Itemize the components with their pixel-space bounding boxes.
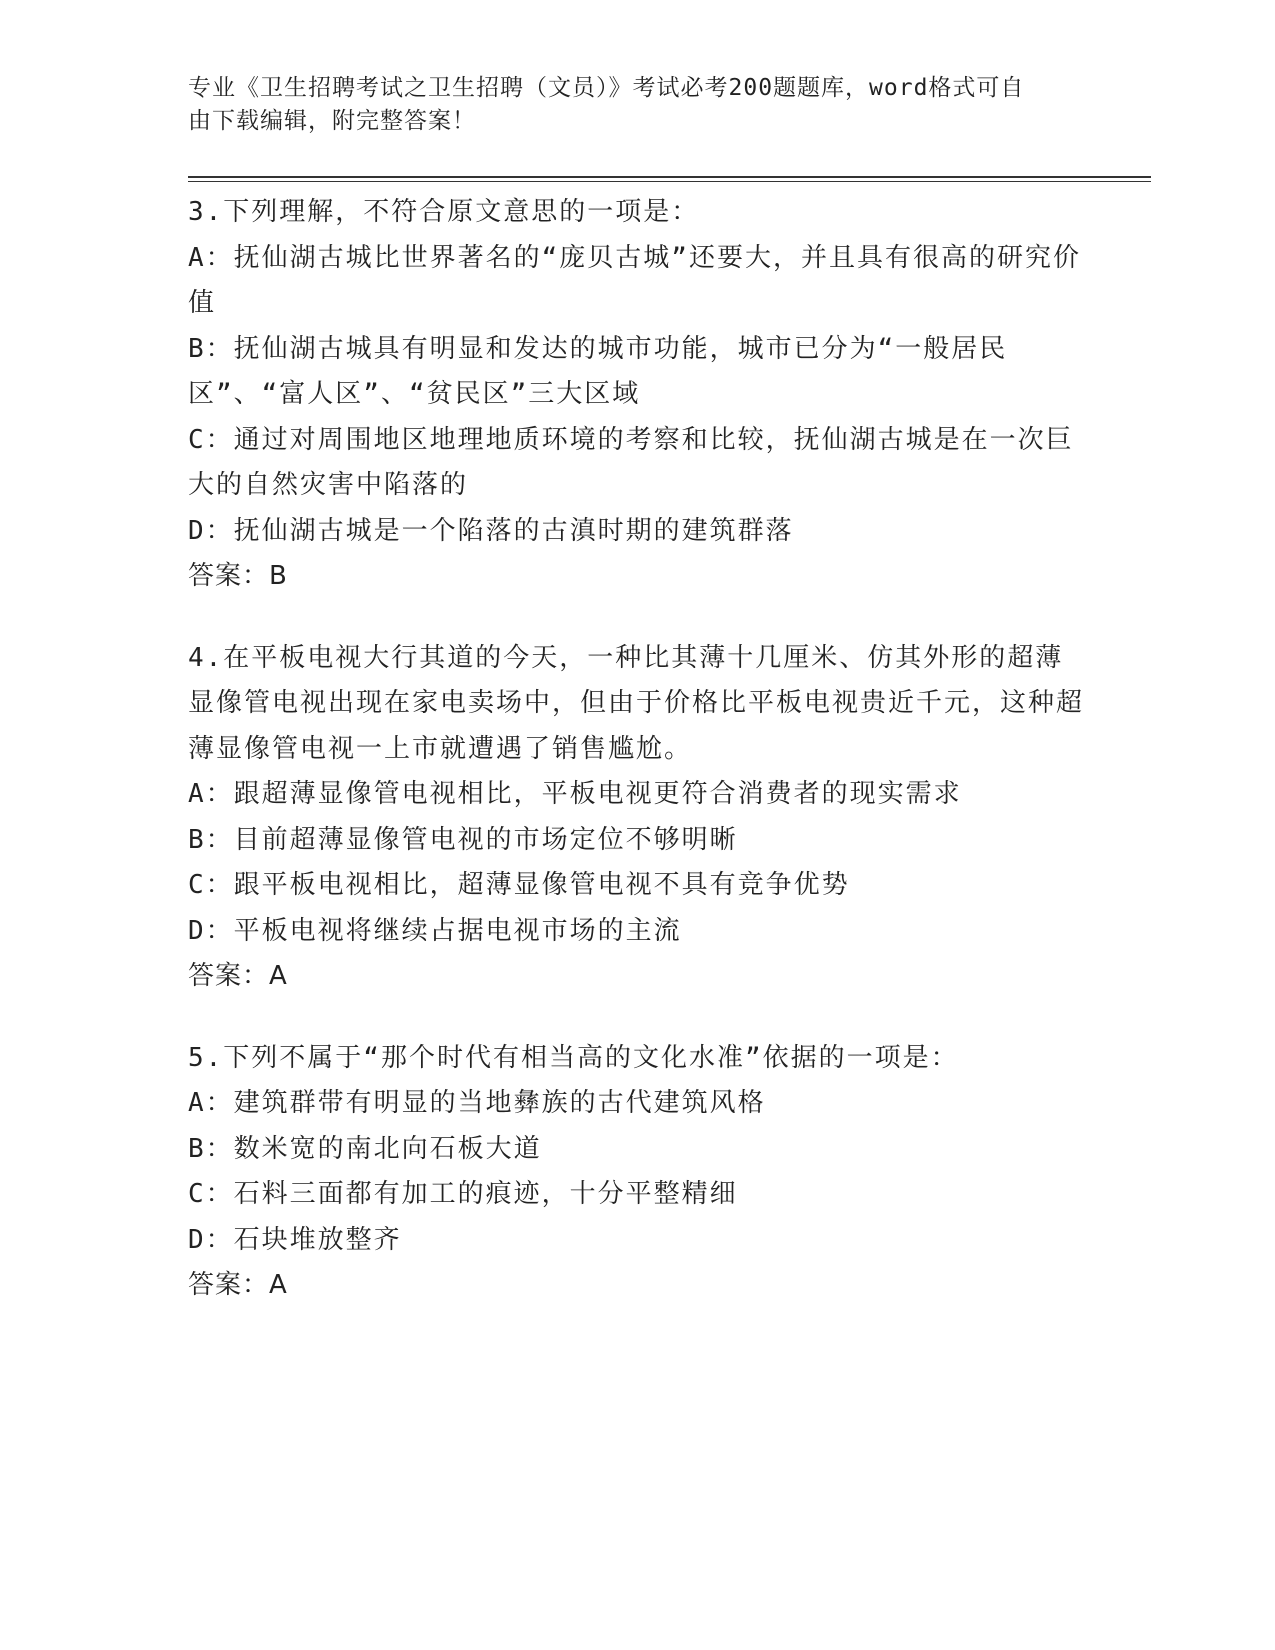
answer: 答案：B	[188, 561, 288, 591]
question-list	[188, 190, 1088, 1309]
option-c: C：跟平板电视相比，超薄显像管电视不具有竞争优势	[188, 870, 850, 900]
option-a: A：抚仙湖古城比世界著名的“庞贝古城”还要大，并且具有很高的研究价值	[188, 242, 1081, 318]
question-text: 3.下列理解，不符合原文意思的一项是：	[188, 197, 700, 227]
option-b: B：数米宽的南北向石板大道	[188, 1133, 542, 1164]
option-a: A：建筑群带有明显的当地彝族的古代建筑风格	[188, 1088, 766, 1118]
question-3	[188, 190, 1088, 600]
header-line-2: 由下载编辑，附完整答案！	[188, 108, 476, 134]
option-d: D：平板电视将继续占据电视市场的主流	[188, 915, 682, 946]
option-c: C：石料三面都有加工的痕迹，十分平整精细	[188, 1179, 738, 1209]
question-4	[188, 636, 1088, 1000]
header-line-1: 专业《卫生招聘考试之卫生招聘（文员）》考试必考200题题库，word格式可自	[188, 75, 1025, 101]
question-5	[188, 1036, 1088, 1309]
option-b: B：抚仙湖古城具有明显和发达的城市功能，城市已分为“一般居民区”、“富人区”、“贫民区”三大区域	[188, 333, 1008, 409]
option-c: C：通过对周围地区地理地质环境的考察和比较，抚仙湖古城是在一次巨大的自然灾害中陷落的	[188, 424, 1074, 500]
option-a: A：跟超薄显像管电视相比，平板电视更符合消费者的现实需求	[188, 779, 962, 809]
option-b: B：目前超薄显像管电视的市场定位不够明晰	[188, 824, 738, 855]
header-divider-thick	[188, 176, 1151, 178]
question-text: 4.在平板电视大行其道的今天，一种比其薄十几厘米、仿其外形的超薄显像管电视出现在家电卖场中，但由于价格比平板电视贵近千元，这种超薄显像管电视一上市就遭遇了销售尴尬。	[188, 642, 1085, 764]
header-divider-thin	[188, 181, 1151, 182]
document-header	[188, 72, 1068, 138]
option-d: D：抚仙湖古城是一个陷落的古滇时期的建筑群落	[188, 515, 794, 546]
option-d: D：石块堆放整齐	[188, 1224, 402, 1255]
question-text: 5.下列不属于“那个时代有相当高的文化水准”依据的一项是：	[188, 1042, 959, 1073]
answer: 答案：A	[188, 961, 288, 991]
answer: 答案：A	[188, 1270, 288, 1300]
